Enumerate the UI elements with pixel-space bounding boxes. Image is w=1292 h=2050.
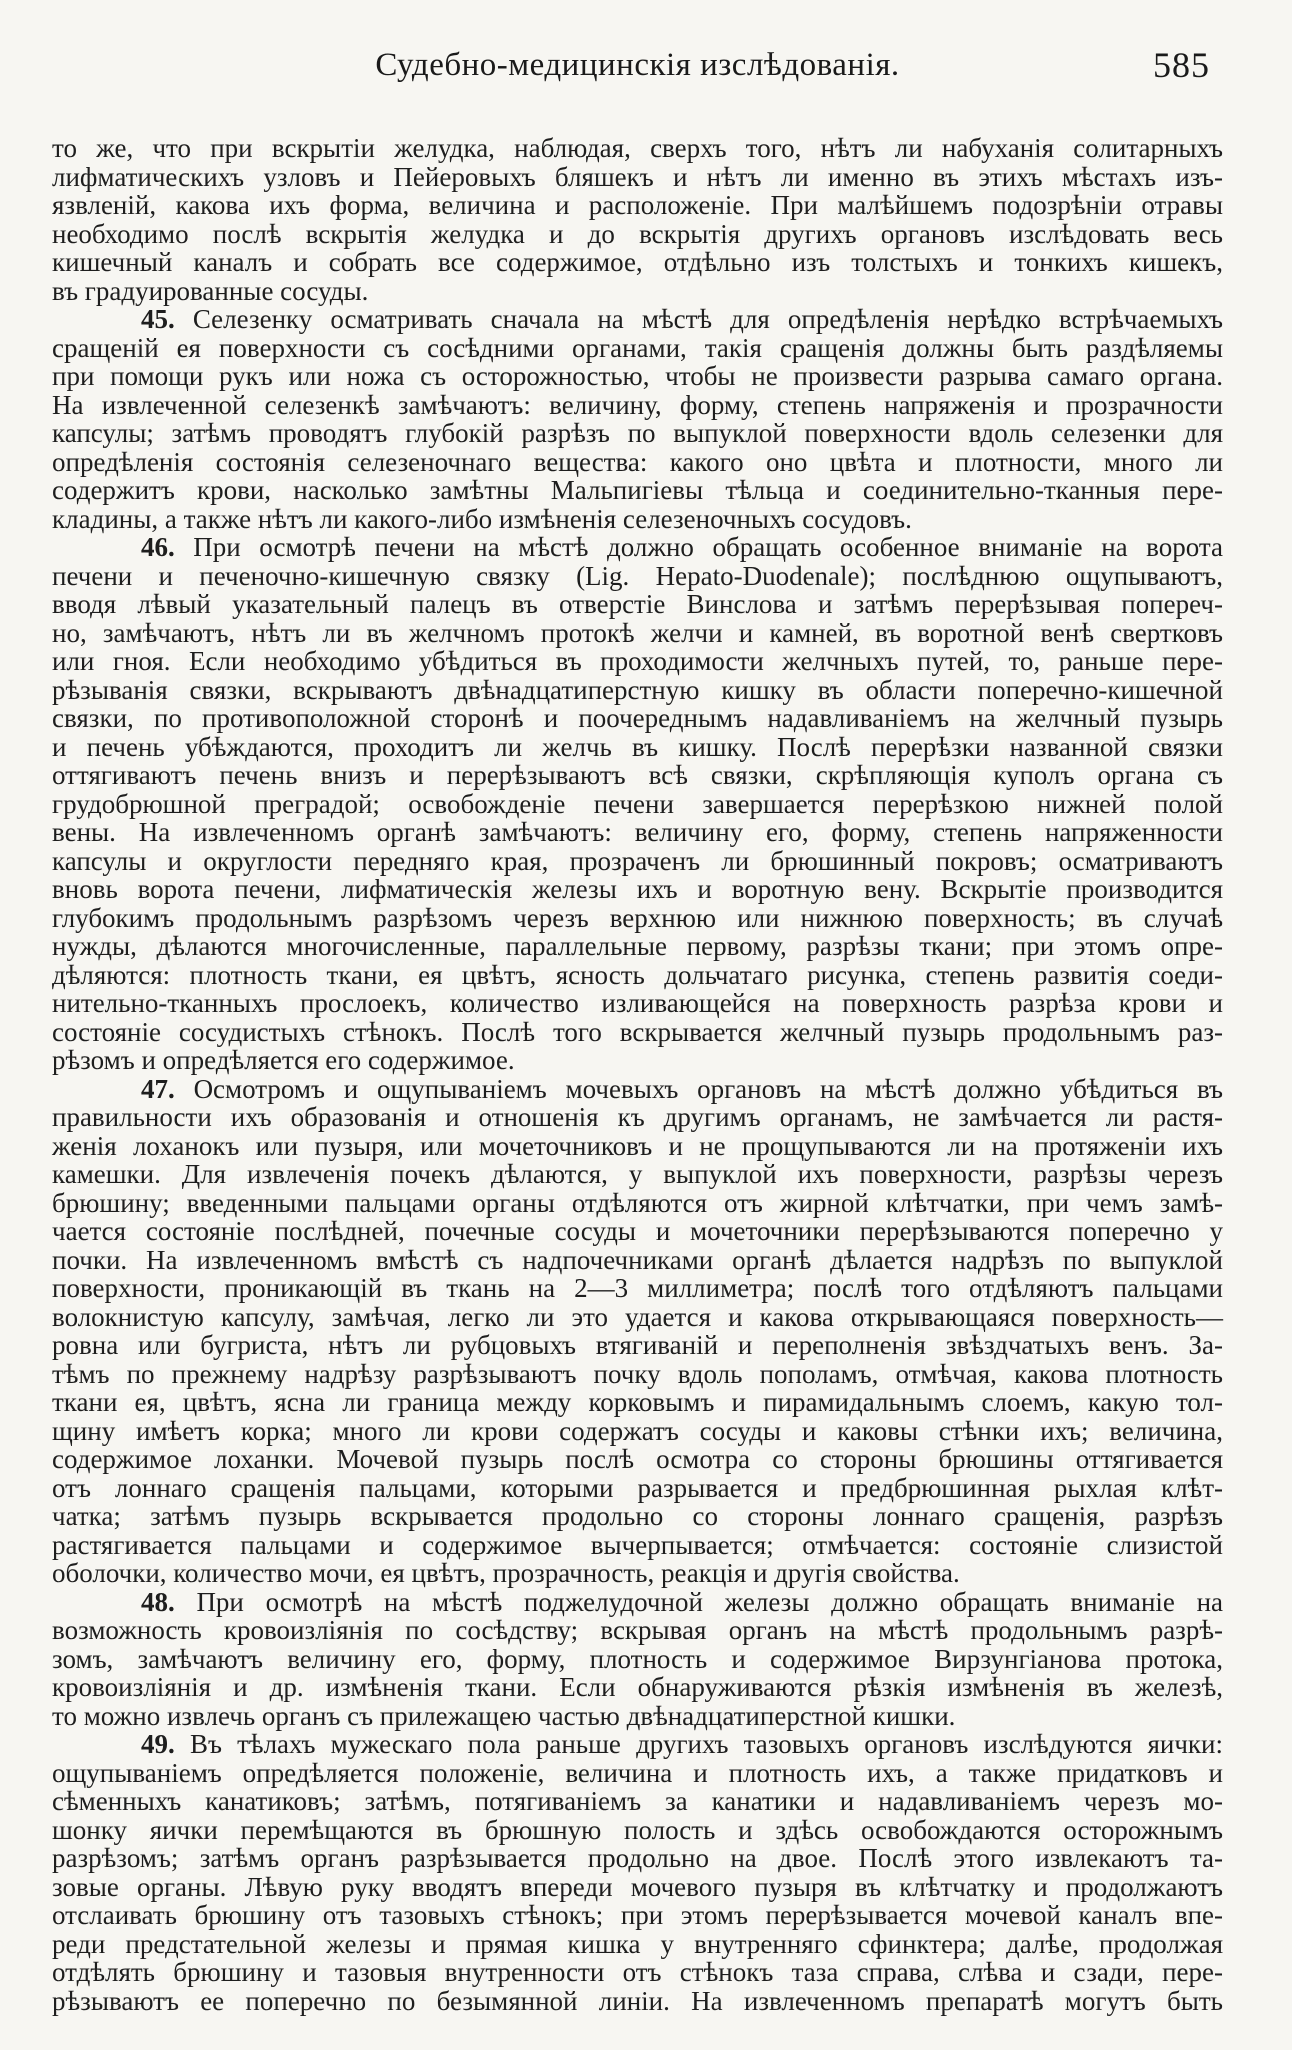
text-line <box>52 1730 1223 1759</box>
text-line <box>52 961 1223 990</box>
text-line <box>52 533 1223 562</box>
section-number: 45. <box>141 304 175 334</box>
section-47 <box>52 1075 1223 1588</box>
line-text: ощупываніемъ опредѣляется положеніе, величина и плотность ихъ, а также придатковъ и <box>52 1757 1223 1788</box>
line-text: кровоизліянія и др. измѣненія ткани. Если обнаруживаются рѣзкія измѣненія въ железѣ, <box>52 1672 1223 1702</box>
text-line <box>52 1559 1223 1588</box>
text-line <box>52 704 1223 733</box>
text-line <box>52 619 1223 648</box>
text-line <box>52 163 1223 192</box>
section-49 <box>52 1730 1223 2015</box>
page-body <box>52 134 1223 2015</box>
line-text: капсулы и округлости передняго края, прозраченъ ли брюшинный покровъ; осматриваютъ <box>52 845 1223 876</box>
text-line <box>52 1046 1223 1075</box>
line-text: вводя лѣвый указательный палецъ въ отверстіе Винслова и затѣмъ перерѣзывая попереч- <box>52 589 1223 619</box>
text-line <box>52 1274 1223 1303</box>
line-text: нительно-тканныхъ прослоекъ, количество изливающейся на поверхность разрѣза крови и <box>52 988 1223 1018</box>
text-line <box>52 676 1223 705</box>
line-text: содержитъ крови, насколько замѣтны Мальпигіевы тѣльца и соединительно-тканныя пере- <box>52 475 1223 505</box>
text-line <box>52 1160 1223 1189</box>
line-text: оболочки, количество мочи, ея цвѣтъ, прозрачность, реакція и другія свойства. <box>52 1558 960 1588</box>
line-text: въ градуированные сосуды. <box>52 275 369 306</box>
line-text: лифматическихъ узловъ и Пейеровыхъ бляшекъ и нѣтъ ли именно въ этихъ мѣстахъ изъ- <box>52 161 1223 192</box>
line-text: грудобрюшной преградой; освобожденіе печени завершается перерѣзкою нижней полой <box>52 788 1223 819</box>
line-text: женія лоханокъ или пузыря, или мочеточниковъ и не прощупываются ли на протяженіи ихъ <box>52 1130 1223 1161</box>
text-line <box>52 1816 1223 1845</box>
text-line <box>52 419 1223 448</box>
running-head-title: Судебно-медицинскія изслѣдованія. <box>375 47 900 83</box>
line-text: и печень убѣждаются, проходитъ ли желчь въ кишку. Послѣ перерѣзки названной связки <box>52 731 1223 762</box>
text-line <box>52 1445 1223 1474</box>
line-text: опредѣленія состоянія селезеночнаго вещества: какого оно цвѣта и плотности, много ли <box>52 446 1223 477</box>
line-text: отъ лоннаго сращенія пальцами, которыми разрывается и предбрюшинная рыхлая клѣт- <box>52 1472 1223 1503</box>
text-line <box>52 1502 1223 1531</box>
text-line <box>52 1958 1223 1987</box>
text-line <box>52 476 1223 505</box>
line-text: Селезенку осматривать сначала на мѣстѣ для опредѣленія нерѣдко встрѣчаемыхъ <box>192 304 1224 334</box>
text-line <box>52 1217 1223 1246</box>
line-text: зомъ, замѣчаютъ величину его, форму, плотность и содержимое Вирзунгіанова протока, <box>52 1643 1223 1674</box>
section-48 <box>52 1588 1223 1731</box>
line-text: камешки. Для извлеченія почекъ дѣлаются, у выпуклой ихъ поверхности, разрѣзы черезъ <box>52 1159 1223 1189</box>
text-line <box>52 562 1223 591</box>
continued-paragraph <box>52 134 1223 305</box>
line-text: Осмотромъ и ощупываніемъ мочевыхъ органовъ на мѣстѣ должно убѣдиться въ <box>193 1073 1224 1104</box>
line-text: брюшину; введенными пальцами органы отдѣляются отъ жирной клѣтчатки, при чемъ замѣ- <box>52 1187 1223 1218</box>
line-text: кладины, а также нѣтъ ли какого-либо измѣненія селезеночныхъ сосудовъ. <box>52 503 912 534</box>
line-text: отслаивать брюшину отъ тазовыхъ стѣнокъ; при этомъ перерѣзывается мочевой каналъ впе- <box>52 1900 1223 1930</box>
text-line <box>52 1132 1223 1161</box>
text-line <box>52 1246 1223 1275</box>
text-line <box>52 590 1223 619</box>
line-text: сѣменныхъ канатиковъ; затѣмъ, потягиваніемъ за канатики и надавливаніемъ черезъ мо- <box>52 1786 1223 1816</box>
section-number: 49. <box>141 1729 175 1759</box>
text-line <box>52 1645 1223 1674</box>
line-text: язвленій, какова ихъ форма, величина и расположеніе. При малѣйшемъ подозрѣніи отравы <box>52 190 1223 220</box>
line-text: ровна или бугриста, нѣтъ ли рубцовыхъ втягиваній и переполненія звѣздчатыхъ венъ. За- <box>52 1330 1223 1360</box>
text-line <box>52 1588 1223 1617</box>
text-line <box>52 1616 1223 1645</box>
text-line <box>52 391 1223 420</box>
section-number: 47. <box>141 1073 175 1104</box>
line-text: чается состояніе послѣдней, почечные сосуды и мочеточники перерѣзываются поперечно у <box>52 1216 1223 1246</box>
line-text: рѣзомъ и опредѣляется его содержимое. <box>52 1045 515 1075</box>
line-text: сращеній ея поверхности съ сосѣдними органами, такія сращенія должны быть раздѣляемы <box>52 332 1223 363</box>
text-line <box>52 1844 1223 1873</box>
line-text: тѣмъ по прежнему надрѣзу разрѣзываютъ почку вдоль пополамъ, отмѣчая, какова плотность <box>52 1358 1223 1389</box>
line-text: рѣзываютъ ее поперечно по безымянной линіи. На извлеченномъ препаратѣ могутъ быть <box>52 1985 1223 2016</box>
text-line <box>52 1531 1223 1560</box>
text-line <box>52 733 1223 762</box>
line-text: вновь ворота печени, лифматическія железы ихъ и воротную вену. Вскрытіе производится <box>52 874 1223 904</box>
text-line <box>52 847 1223 876</box>
text-line <box>52 1901 1223 1930</box>
text-line <box>52 1987 1223 2016</box>
line-text: печени и печеночно-кишечную связку (Lig. Hepato-Duodenale); послѣднюю ощупываютъ, <box>52 560 1223 591</box>
line-text: щину имѣетъ корка; много ли крови содержатъ сосуды и каковы стѣнки ихъ; величина, <box>52 1415 1223 1446</box>
line-text: При осмотрѣ печени на мѣстѣ должно обращать особенное вниманіе на ворота <box>193 532 1223 562</box>
text-line <box>52 875 1223 904</box>
line-text: или гноя. Если необходимо убѣдиться въ проходимости желчныхъ путей, то, раньше пере- <box>52 646 1223 676</box>
section-45 <box>52 305 1223 533</box>
text-line <box>52 1474 1223 1503</box>
text-line <box>52 1759 1223 1788</box>
text-line <box>52 1360 1223 1389</box>
text-line <box>52 1787 1223 1816</box>
line-text: необходимо послѣ вскрытія желудка и до вскрытія другихъ органовъ изслѣдовать весь <box>52 218 1223 249</box>
text-line <box>52 1331 1223 1360</box>
text-line <box>52 1018 1223 1047</box>
text-line <box>52 1303 1223 1332</box>
text-line <box>52 1417 1223 1446</box>
line-text: поверхности, проникающій въ ткань на 2—3 миллиметра; послѣ того отдѣляютъ пальцами <box>52 1273 1223 1303</box>
text-line <box>52 1873 1223 1902</box>
line-text: шонку яички перемѣщаются въ брюшную полость и здѣсь освобождаются осторожнымъ <box>52 1814 1223 1845</box>
text-line <box>52 305 1223 334</box>
line-text: содержимое лоханки. Мочевой пузырь послѣ осмотра со стороны брюшины оттягивается <box>52 1444 1223 1474</box>
text-line <box>52 334 1223 363</box>
line-text: состояніе сосудистыхъ стѣнокъ. Послѣ того вскрывается желчный пузырь продольнымъ раз- <box>52 1016 1223 1047</box>
section-46 <box>52 533 1223 1075</box>
text-line <box>52 1075 1223 1104</box>
line-text: ткани ея, цвѣтъ, ясна ли граница между корковымъ и пирамидальнымъ слоемъ, какую тол- <box>52 1387 1223 1417</box>
line-text: растягивается пальцами и содержимое вычерпывается; отмѣчается: состояніе слизистой <box>52 1529 1223 1560</box>
line-text: зовые органы. Лѣвую руку вводятъ впереди мочевого пузыря въ клѣтчатку и продолжаютъ <box>52 1871 1223 1902</box>
line-text: рѣзыванія связки, вскрываютъ двѣнадцатиперстную кишку въ области поперечно-кишечной <box>52 674 1223 705</box>
line-text: возможность кровоизліянія по сосѣдству; вскрывая органъ на мѣстѣ продольнымъ разрѣ- <box>52 1615 1223 1645</box>
text-line <box>52 1388 1223 1417</box>
line-text: нужды, дѣлаются многочисленные, параллельные первому, разрѣзы ткани; при этомъ опре- <box>52 931 1223 961</box>
section-number: 48. <box>141 1586 175 1617</box>
line-text: то можно извлечь органъ съ прилежащею частью двѣнадцатиперстной кишки. <box>52 1700 956 1731</box>
text-line <box>52 505 1223 534</box>
section-number: 46. <box>141 532 175 562</box>
line-text: дѣляются: плотность ткани, ея цвѣтъ, ясность дольчатаго рисунка, степень развитія соеди- <box>52 959 1223 990</box>
text-line <box>52 1103 1223 1132</box>
text-line <box>52 191 1223 220</box>
text-line <box>52 362 1223 391</box>
line-text: почки. На извлеченномъ вмѣстѣ съ надпочечниками органѣ дѣлается надрѣзъ по выпуклой <box>52 1244 1223 1275</box>
line-text: связки, по противоположной сторонѣ и поочереднымъ надавливаніемъ на желчный пузырь <box>52 703 1223 733</box>
line-text: отдѣлять брюшину и тазовыя внутренности отъ стѣнокъ таза справа, слѣва и сзади, пере- <box>52 1957 1223 1987</box>
line-text: чатка; затѣмъ пузырь вскрывается продольно со стороны лоннаго сращенія, разрѣзъ <box>52 1501 1223 1531</box>
text-line <box>52 248 1223 277</box>
text-line <box>52 818 1223 847</box>
text-line <box>52 932 1223 961</box>
line-text: вены. На извлеченномъ органѣ замѣчаютъ: величину его, форму, степень напряженности <box>52 817 1223 847</box>
line-text: реди предстательной железы и прямая кишка у внутренняго сфинктера; далѣе, продолжая <box>52 1928 1223 1959</box>
page-number: 585 <box>1153 45 1210 85</box>
line-text: но, замѣчаютъ, нѣтъ ли въ желчномъ протокѣ желчи и камней, въ воротной венѣ свертковъ <box>52 617 1223 648</box>
running-head <box>52 40 1223 90</box>
line-text: кишечный каналъ и собрать все содержимое, отдѣльно изъ толстыхъ и тонкихъ кишекъ, <box>52 247 1223 277</box>
line-text: Въ тѣлахъ мужескаго пола раньше другихъ тазовыхъ органовъ изслѣдуются яички: <box>189 1729 1223 1759</box>
text-line <box>52 1930 1223 1959</box>
text-line <box>52 448 1223 477</box>
line-text: разрѣзомъ; затѣмъ органъ разрѣзывается продольно на двое. Послѣ этого извлекаютъ та- <box>52 1843 1223 1873</box>
line-text: при помощи рукъ или ножа съ осторожностью, чтобы не произвести разрыва самаго органа. <box>52 361 1223 391</box>
text-line <box>52 1673 1223 1702</box>
text-line <box>52 904 1223 933</box>
text-line <box>52 1702 1223 1731</box>
text-line <box>52 1189 1223 1218</box>
line-text: глубокимъ продольнымъ разрѣзомъ черезъ верхнюю или нижнюю поверхность; въ случаѣ <box>52 902 1223 933</box>
line-text: капсулы; затѣмъ проводятъ глубокій разрѣзъ по выпуклой поверхности вдоль селезенки для <box>52 418 1223 448</box>
text-line <box>52 220 1223 249</box>
line-text: то же, что при вскрытіи желудка, наблюдая, сверхъ того, нѣтъ ли набуханія солитарныхъ <box>52 133 1223 163</box>
line-text: правильности ихъ образованія и отношенія къ другимъ органамъ, не замѣчается ли растя- <box>52 1102 1223 1132</box>
text-line <box>52 277 1223 306</box>
text-line <box>52 790 1223 819</box>
text-line <box>52 761 1223 790</box>
line-text: волокнистую капсулу, замѣчая, легко ли это удается и какова открывающаяся поверхность— <box>52 1301 1223 1332</box>
line-text: На извлеченной селезенкѣ замѣчаютъ: величину, форму, степень напряженія и прозрачности <box>52 389 1223 420</box>
text-line <box>52 134 1223 163</box>
line-text: оттягиваютъ печень внизъ и перерѣзываютъ всѣ связки, скрѣпляющія куполъ органа съ <box>52 760 1223 790</box>
text-line <box>52 647 1223 676</box>
line-text: При осмотрѣ на мѣстѣ поджелудочной железы должно обращать вниманіе на <box>196 1586 1223 1617</box>
text-line <box>52 989 1223 1018</box>
